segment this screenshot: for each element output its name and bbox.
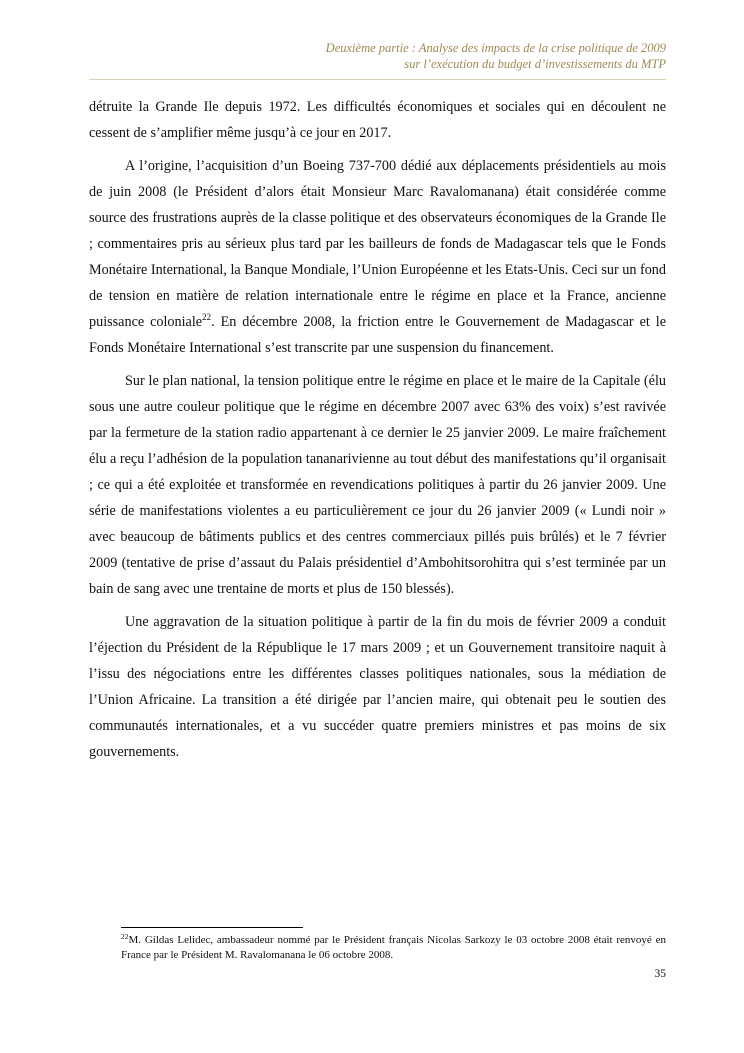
paragraph-text: . En décembre 2008, la friction entre le Gouvernement de Madagascar et le Fonds Monétaire International s’est transcrite par une suspension du financement. <box>89 314 666 356</box>
running-header-line-1: Deuxième partie : Analyse des impacts de la crise politique de 2009 <box>325 41 666 55</box>
paragraph-boeing-acquisition <box>89 153 666 361</box>
document-body <box>89 94 666 772</box>
footnote-reference[interactable]: 22 <box>202 312 212 322</box>
footnote-text: M. Gildas Lelidec, ambassadeur nommé par le Président français Nicolas Sarkozy le 03 octobre 2008 était renvoyé en France par le Président M. Ravalomanana le 06 octobre 2008. <box>121 934 666 961</box>
footnote-marker: 22 <box>121 932 129 941</box>
paragraph-national-tension: Sur le plan national, la tension politique entre le régime en place et le maire de la Capitale (élu sous une autre couleur politique que le régime en décembre 2007 avec 63% des voix) s’est ravivée par la fermeture de la station radio appartenant à ce dernier le 25 janvier 2009. Le maire fraîchement élu a reçu l’adhésion de la population tananarivienne au tout début des manifestations qu’il organisait ; ce qui a été exploitée et transformée en revendications politiques à partir du 26 janvier 2009. Une série de manifestations violentes a eu particulièrement ce jour du 26 janvier 2009 (« Lundi noir » avec beaucoup de bâtiments publics et des centres commerciaux pillés puis brûlés) et le 7 février 2009 (tentative de prise d’assaut du Palais présidentiel d’Ambohitsorohitra qui s’est terminée par un bain de sang avec une trentaine de morts et plus de 150 blessés). <box>89 373 666 597</box>
paragraph-text: A l’origine, l’acquisition d’un Boeing 737-700 dédié aux déplacements présidentiels au mois de juin 2008 (le Président d’alors était Monsieur Marc Ravalomanana) était considérée comme source des frustrations auprès de la classe politique et des observateurs économiques de la Grande Ile ; commentaires pris au sérieux plus tard par les bailleurs de fonds de Madagascar tels que le Fonds Monétaire International, la Banque Mondiale, l’Union Européenne et les Etats-Unis. Ceci sur un fond de tension en matière de relation internationale entre le régime en place et la France, ancienne puissance coloniale <box>89 158 666 330</box>
running-header <box>106 40 666 72</box>
footnote-divider <box>121 927 303 928</box>
paragraph-political-aggravation: Une aggravation de la situation politique à partir de la fin du mois de février 2009 a conduit l’éjection du Président de la République le 17 mars 2009 ; et un Gouvernement transitoire naquit à l’issu des négociations entre les différentes classes politiques nationales, sous la médiation de l’Union Africaine. La transition a été dirigée par l’ancien maire, qui obtenait peu le soutien des communautés internationales, et a vu succéder quatre premiers ministres et pas moins de six gouvernements. <box>89 614 666 760</box>
footnote <box>121 933 666 963</box>
page-number: 35 <box>654 968 666 980</box>
paragraph-continuation: détruite la Grande Ile depuis 1972. Les difficultés économiques et sociales qui en découlent ne cessent de s’amplifier même jusqu’à ce jour en 2017. <box>89 99 666 141</box>
running-header-line-2: sur l’exécution du budget d’investissements du MTP <box>404 57 666 71</box>
header-divider <box>89 79 666 80</box>
